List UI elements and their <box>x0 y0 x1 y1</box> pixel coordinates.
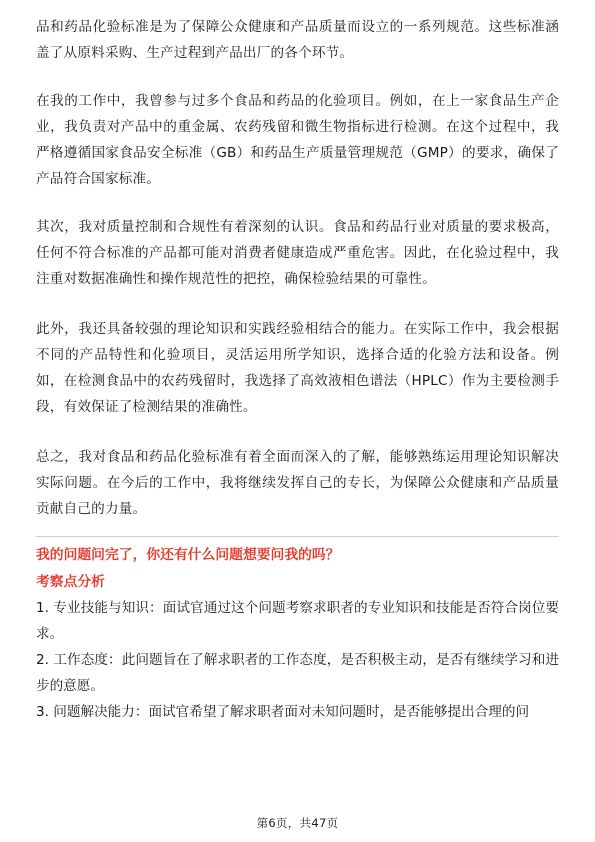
page-number-footer: 第6页，共47页 <box>256 816 339 830</box>
analysis-point-1: 1. 专业技能与知识：面试官通过这个问题考察求职者的专业知识和技能是否符合岗位要求。 <box>36 600 559 642</box>
analysis-point-3: 3. 问题解决能力：面试官希望了解求职者面对未知问题时，是否能够提出合理的问 <box>36 704 530 720</box>
analysis-heading: 考察点分析 <box>36 574 105 590</box>
interview-question: 我的问题问完了，你还有什么问题想要问我的吗？ <box>36 547 340 563</box>
paragraph-quality-control: 其次，我对质量控制和合规性有着深刻的认识。食品和药品行业对质量的要求极高，任何不符合标准的产品都可能对消费者健康造成严重危害。因此，在化验过程中，我注重对数据准确性和操作规范性的把控，确保检验结果的可靠性。 <box>36 219 559 287</box>
section-divider <box>36 536 559 537</box>
document-page <box>36 14 559 725</box>
paragraph-work-experience: 在我的工作中，我曾参与过多个食品和药品的化验项目。例如，在上一家食品生产企业，我负责对产品中的重金属、农药残留和微生物指标进行检测。在这个过程中，我严格遵循国家食品安全标准（GB）和药品生产质量管理规范（GMP）的要求，确保了产品符合国家标准。 <box>36 93 559 187</box>
analysis-point-2: 2. 工作态度：此问题旨在了解求职者的工作态度，是否积极主动，是否有继续学习和进步的意愿。 <box>36 652 559 694</box>
paragraph-summary: 总之，我对食品和药品化验标准有着全面而深入的了解，能够熟练运用理论知识解决实际问题。在今后的工作中，我将继续发挥自己的专长，为保障公众健康和产品质量贡献自己的力量。 <box>36 449 559 517</box>
paragraph-theory-practice: 此外，我还具备较强的理论知识和实践经验相结合的能力。在实际工作中，我会根据不同的产品特性和化验项目，灵活运用所学知识，选择合适的化验方法和设备。例如，在检测食品中的农药残留时，我选择了高效液相色谱法（HPLC）作为主要检测手段，有效保证了检测结果的准确性。 <box>36 321 559 415</box>
paragraph-standards-intro: 品和药品化验标准是为了保障公众健康和产品质量而设立的一系列规范。这些标准涵盖了从原料采购、生产过程到产品出厂的各个环节。 <box>36 19 559 61</box>
